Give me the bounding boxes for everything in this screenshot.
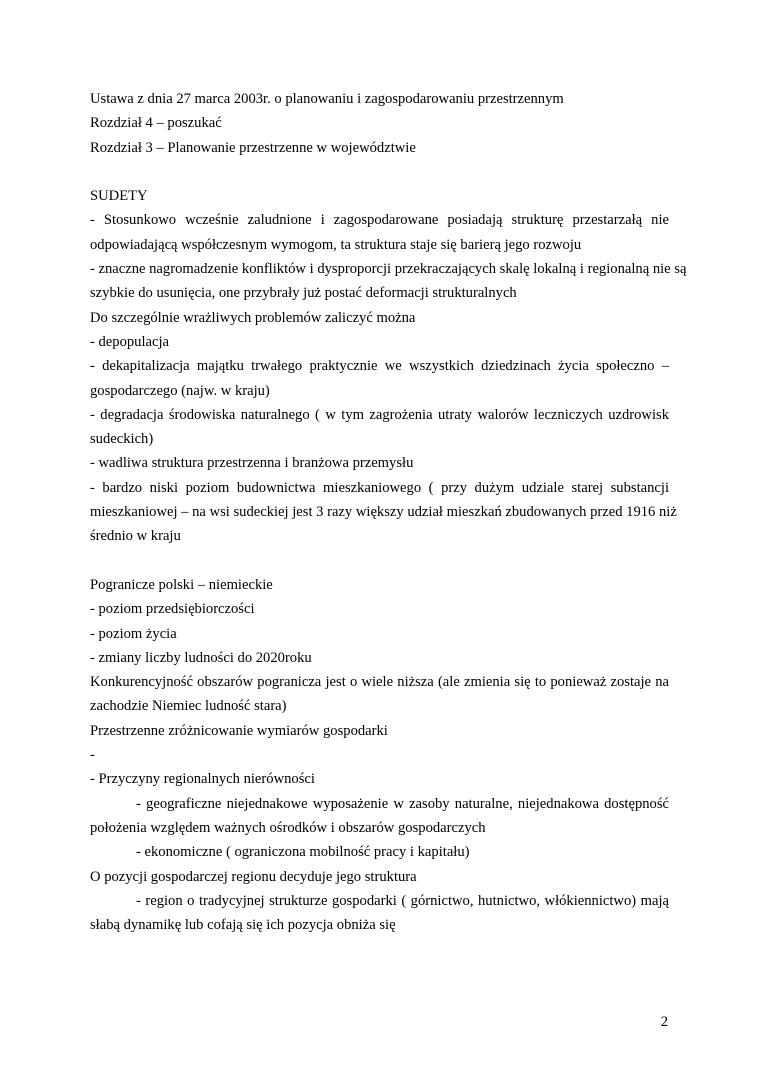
chapter-3-line: Rozdział 3 – Planowanie przestrzenne w województwie [90,139,416,156]
paragraph-line: szybkie do usunięcia, one przybrały już postać deformacji strukturalnych [90,285,517,302]
list-item: - [90,747,95,764]
paragraph-line: Do szczególnie wrażliwych problemów zaliczyć można [90,309,416,326]
indented-list-item: - geograficzne niejednakowe wyposażenie w zasoby naturalne, niejednakowa dostępność [136,795,669,812]
list-item: - bardzo niski poziom budownictwa mieszkaniowego ( przy dużym udziale starej substancji [90,479,669,496]
paragraph-line: Konkurencyjność obszarów pogranicza jest o wiele niższa (ale zmienia się to ponieważ zostaje na [90,674,669,691]
paragraph-line: O pozycji gospodarczej regionu decyduje jego struktura [90,868,417,885]
document-body [90,87,687,937]
list-item: - Przyczyny regionalnych nierówności [90,771,315,788]
list-item: - wadliwa struktura przestrzenna i branżowa przemysłu [90,455,414,472]
list-item: - poziom przedsiębiorczości [90,601,255,618]
list-item: - dekapitalizacja majątku trwałego praktycznie we wszystkich dziedzinach życia społeczno – [90,358,669,375]
chapter-4-line: Rozdział 4 – poszukać [90,115,222,132]
list-item: - degradacja środowiska naturalnego ( w tym zagrożenia utraty walorów leczniczych uzdrowisk [90,406,669,423]
blank-line [90,549,669,573]
section-heading-sudety: SUDETY [90,188,148,205]
paragraph-line: Przestrzenne zróżnicowanie wymiarów gospodarki [90,722,388,739]
paragraph-line: odpowiadającą współczesnym wymogom, ta struktura staje się barierą jego rozwoju [90,236,582,253]
paragraph-line: - znaczne nagromadzenie konfliktów i dysproporcji przekraczających skalę lokalną i regionalną nie są [90,261,687,278]
list-item-continuation: sudeckich) [90,431,154,448]
page-number: 2 [660,1014,668,1030]
list-item: - zmiany liczby ludności do 2020roku [90,649,312,666]
law-title-line: Ustawa z dnia 27 marca 2003r. o planowaniu i zagospodarowaniu przestrzennym [90,91,564,107]
indented-list-item: - ekonomiczne ( ograniczona mobilność pracy i kapitału) [136,844,470,861]
indented-list-item: - region o tradycyjnej strukturze gospodarki ( górnictwo, hutnictwo, włókiennictwo) mają [136,892,669,909]
blank-line [90,160,669,184]
list-item: - poziom życia [90,625,177,642]
list-item: - depopulacja [90,333,170,350]
list-item-continuation: mieszkaniowej – na wsi sudeckiej jest 3 razy większy udział mieszkań zbudowanych przed 1916 niż [90,504,677,521]
list-item-continuation: średnio w kraju [90,528,181,545]
list-item-continuation: gospodarczego (najw. w kraju) [90,382,270,399]
list-item-continuation: położenia względem ważnych ośrodków i obszarów gospodarczych [90,819,486,836]
list-item-continuation: słabą dynamikę lub cofają się ich pozycja obniża się [90,917,396,934]
paragraph-line: - Stosunkowo wcześnie zaludnione i zagospodarowane posiadają strukturę przestarzałą nie [90,212,669,229]
section-heading-pogranicze: Pogranicze polski – niemieckie [90,576,273,593]
paragraph-line: zachodzie Niemiec ludność stara) [90,698,287,715]
